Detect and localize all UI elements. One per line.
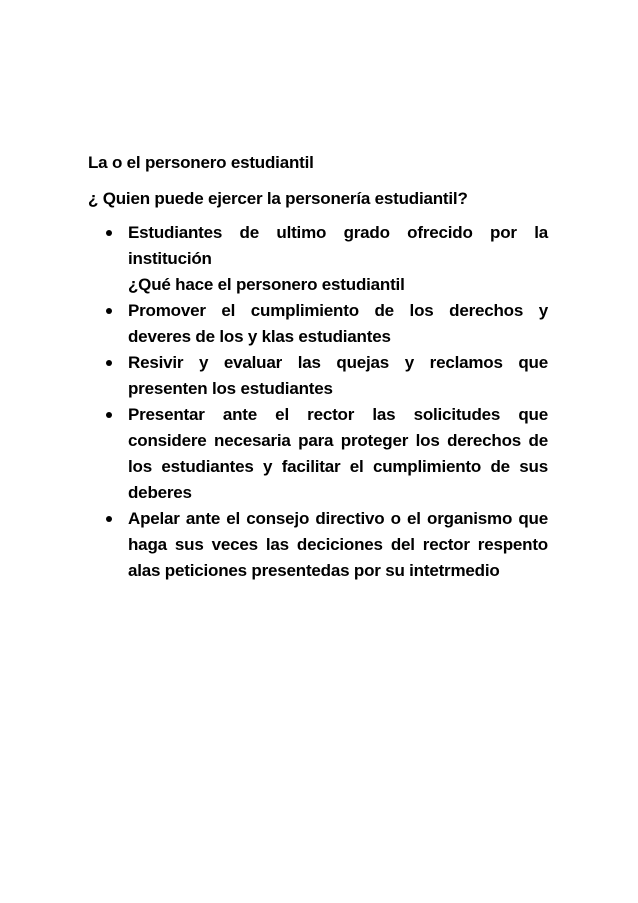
- document-content: [88, 150, 548, 584]
- subheading-text: ¿Qué hace el personero estudiantil: [128, 275, 405, 294]
- bullet-icon: [106, 308, 112, 314]
- list-item-text: Estudiantes de ultimo grado ofrecido por la institución: [128, 223, 548, 268]
- list-item: [88, 402, 548, 506]
- list-item: [88, 350, 548, 402]
- bullet-icon: [106, 412, 112, 418]
- list-item-text: Presentar ante el rector las solicitudes que considere necesaria para proteger los derechos de los estudiantes y facilitar el cumplimiento de sus deberes: [128, 405, 548, 502]
- list-item-text: Resivir y evaluar las quejas y reclamos que presenten los estudiantes: [128, 353, 548, 398]
- list-item: [88, 220, 548, 298]
- bullet-icon: [106, 360, 112, 366]
- bullet-icon: [106, 230, 112, 236]
- list-item-text: Apelar ante el consejo directivo o el organismo que haga sus veces las deciciones del rector respento alas peticiones presentedas por su intetrmedio: [128, 509, 548, 580]
- bullet-icon: [106, 516, 112, 522]
- document-heading: La o el personero estudiantil: [88, 153, 314, 172]
- question-text: ¿ Quien puede ejercer la personería estudiantil?: [88, 189, 468, 208]
- bullet-list: [88, 220, 548, 584]
- list-item: [88, 298, 548, 350]
- list-item-text: Promover el cumplimiento de los derechos y deveres de los y klas estudiantes: [128, 301, 548, 346]
- list-item: [88, 506, 548, 584]
